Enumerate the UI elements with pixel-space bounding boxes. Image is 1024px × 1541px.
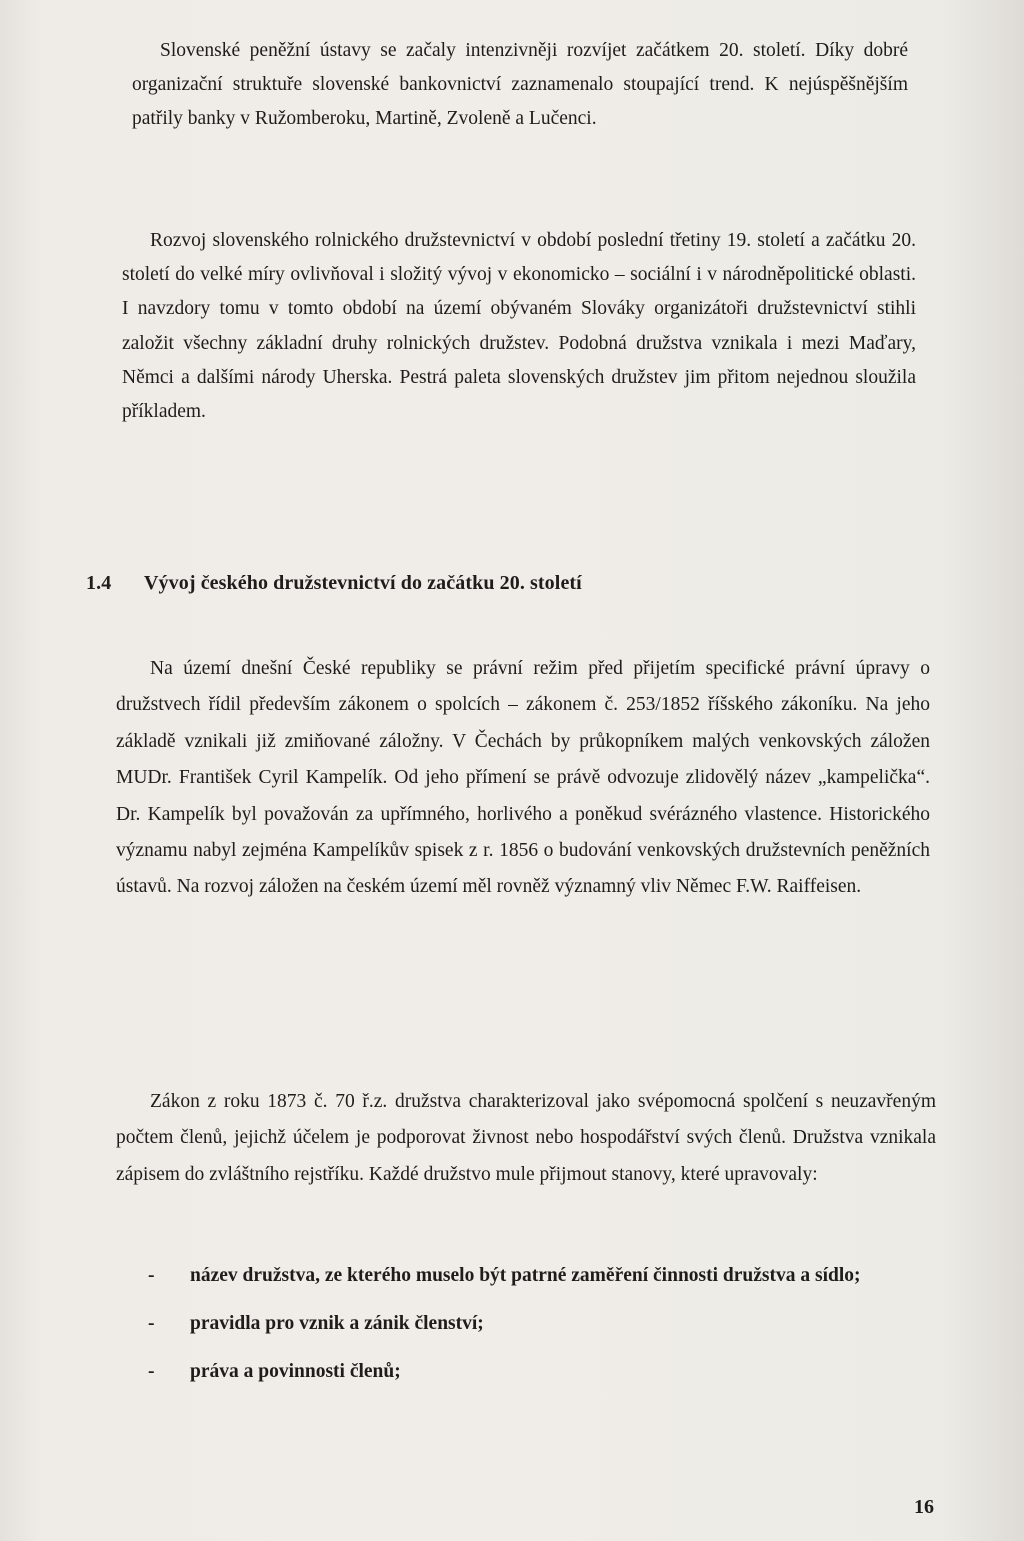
section-title: Vývoj českého družstevnictví do začátku 20. století xyxy=(144,572,582,594)
paragraph-czech-legal-regime xyxy=(116,651,930,906)
statute-requirements-list xyxy=(148,1258,948,1402)
paragraph-law-1873 xyxy=(116,1084,936,1193)
list-marker: - xyxy=(148,1361,155,1382)
list-item-text: pravidla pro vznik a zánik členství; xyxy=(190,1313,484,1334)
section-heading xyxy=(86,572,582,595)
list-item-text: název družstva, ze kterého muselo být patrné zaměření činnosti družstva a sídlo; xyxy=(190,1265,861,1286)
list-item xyxy=(148,1306,948,1342)
paragraph-text: Na území dnešní České republiky se právní režim před přijetím specifické právní úpravy o družstvech řídil především zákonem o spolcích – zákonem č. 253/1852 říšského zákoníku. Na jeho základě vznikali již zmiňované záložny. V Čechách by průkopníkem malých venkovských záložen MUDr. František Cyril Kampelík. Od jeho přímení se právě odvozuje zlidovělý název „kampelička“. Dr. Kampelík byl považován za upřímného, horlivého a poněkud svérázného vlastence. Historického významu nabyl zejména Kampelíkův spisek z r. 1856 o budování venkovských družstevních peněžních ústavů. Na rozvoj záložen na českém území měl rovněž významný vliv Němec F.W. Raiffeisen. xyxy=(116,658,930,898)
section-number: 1.4 xyxy=(86,572,112,594)
paragraph-text: Slovenské peněžní ústavy se začaly intenzivněji rozvíjet začátkem 20. století. Díky dobré organizační struktuře slovenské bankovnictví zaznamenalo stoupající trend. K nejúspěšnějším patřily banky v Ružomberoku, Martině, Zvoleně a Lučenci. xyxy=(132,40,908,130)
page-number: 16 xyxy=(914,1496,934,1518)
list-item-text: práva a povinnosti členů; xyxy=(190,1361,401,1382)
paragraph-text: Zákon z roku 1873 č. 70 ř.z. družstva charakterizoval jako svépomocná spolčení s neuzavřeným počtem členů, jejichž účelem je podporovat živnost nebo hospodářství svých členů. Družstva vznikala zápisem do zvláštního rejstříku. Každé družstvo mule přijmout stanovy, které upravovaly: xyxy=(116,1091,936,1185)
list-item xyxy=(148,1258,948,1294)
list-item xyxy=(148,1354,948,1390)
list-marker: - xyxy=(148,1313,155,1334)
list-marker: - xyxy=(148,1265,155,1286)
paragraph-slovak-banks xyxy=(132,34,908,137)
paragraph-text: Rozvoj slovenského rolnického družstevnictví v období poslední třetiny 19. století a začátku 20. století do velké míry ovlivňoval i složitý vývoj v ekonomicko – sociální i v národněpolitické oblasti. I navzdory tomu v tomto období na území obývaném Slováky organizátoři družstevnictví stihli založit všechny základní druhy rolnických družstev. Podobná družstva vznikala i mezi Maďary, Němci a dalšími národy Uherska. Pestrá paleta slovenských družstev jim přitom nejednou sloužila příkladem. xyxy=(122,230,916,423)
paragraph-slovak-cooperatives xyxy=(122,224,916,429)
